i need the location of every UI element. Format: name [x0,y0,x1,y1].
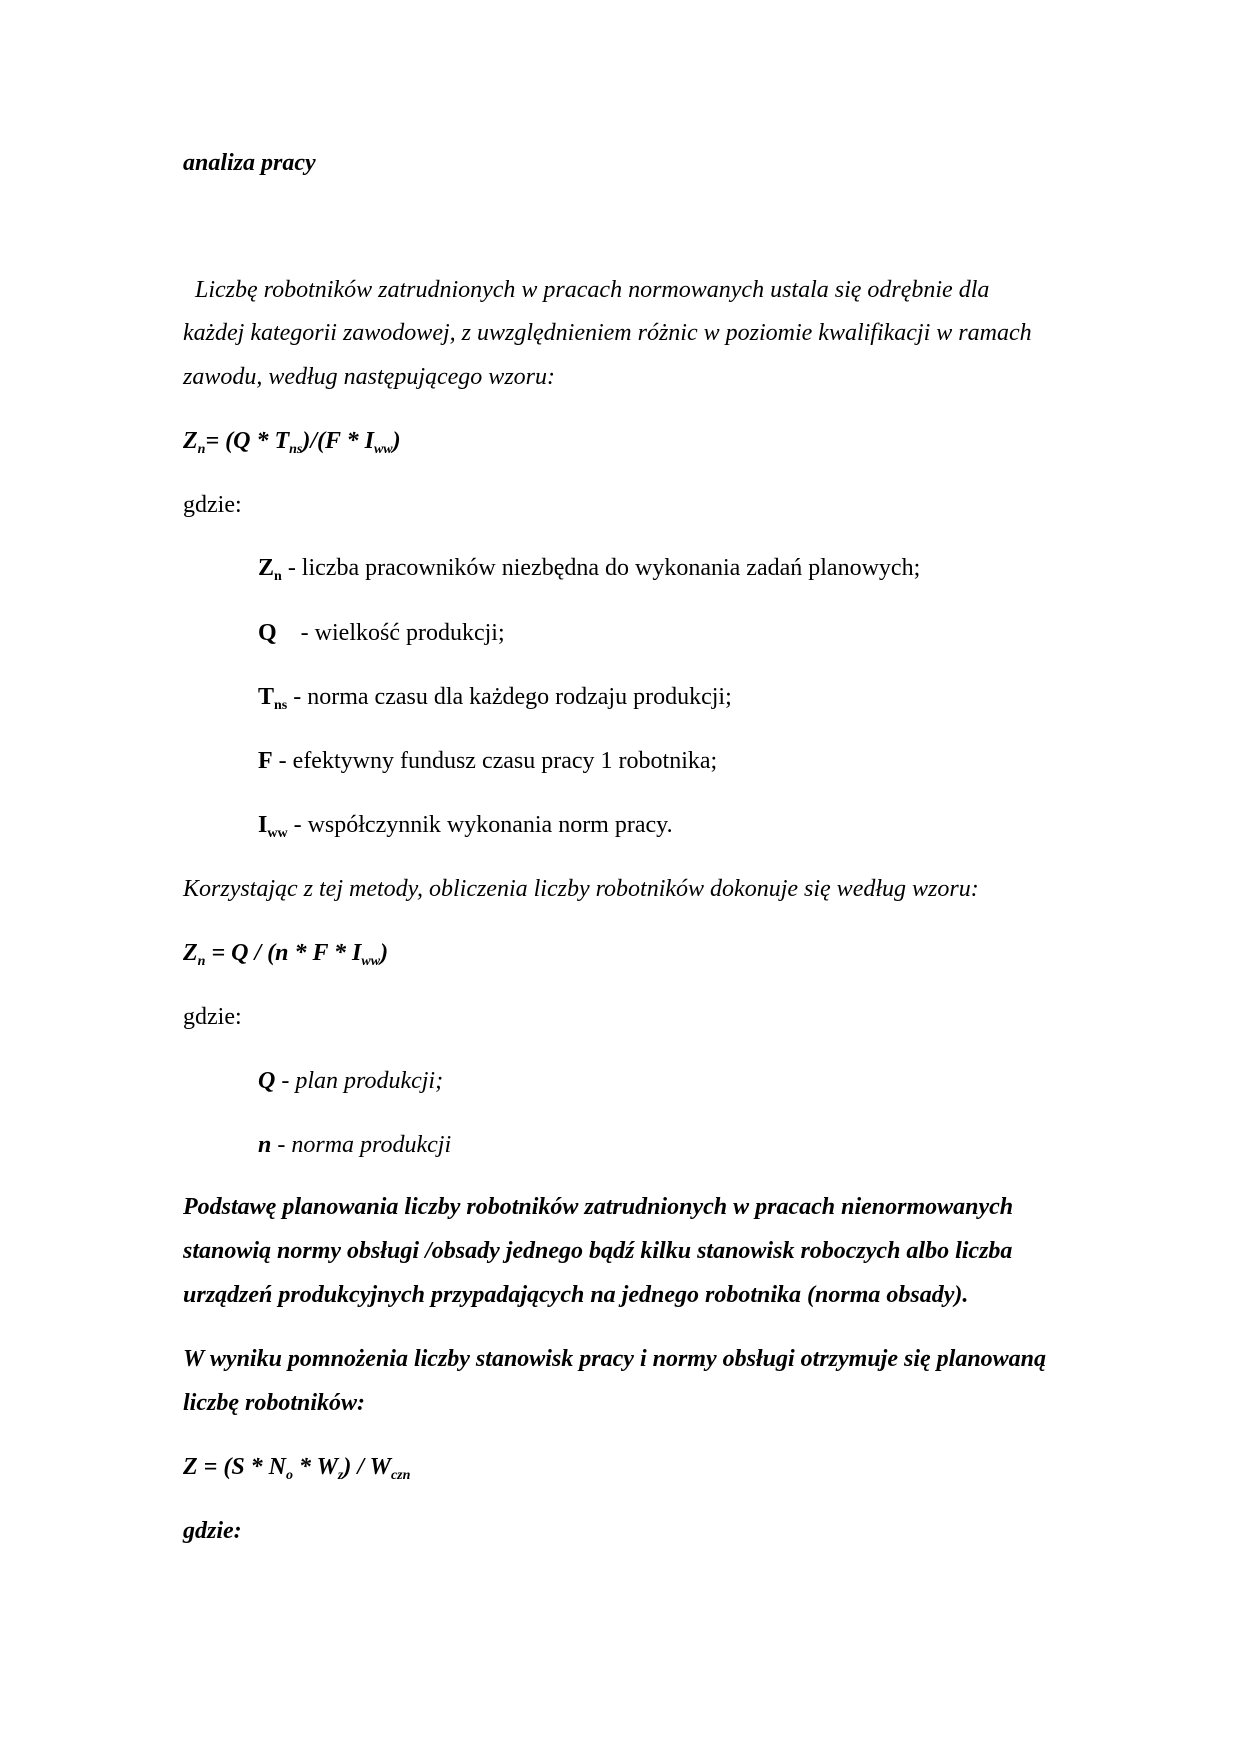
formula-2-end: ) [380,940,389,966]
formula-1-mid: = (Q * T [205,428,290,454]
para4-line-2: liczbę robotników: [183,1390,366,1416]
legend1-symbol: I [258,812,268,838]
formula-2-z-sub: n [197,954,206,969]
formula-2-i-sub: ww [361,954,381,969]
legend1-symbol-sub: n [274,569,282,584]
where-label-2: gdzie: [183,1004,242,1030]
intro-line-2: każdej kategorii zawodowej, z uwzględnieniem różnic w poziomie kwalifikacji w ramach [183,320,1032,346]
legend1-symbol: T [258,684,275,710]
formula-3-w-sub: z [337,1468,344,1483]
formula-3-n-sub: o [286,1468,294,1483]
legend1-symbol: Z [258,555,275,581]
legend1-desc: - norma czasu dla każdego rodzaju produkcji; [287,684,732,710]
legend1-item-zn [258,553,920,583]
legend2-desc: - norma produkcji [271,1132,452,1158]
method2-text: Korzystając z tej metody, obliczenia liczby robotników dokonuje się według wzoru: [183,876,979,902]
legend1-desc: - liczba pracowników niezbędna do wykonania zadań planowych; [281,555,921,581]
formula-2 [183,938,388,968]
legend1-desc: - wielkość produkcji; [276,620,505,646]
intro-line-3: zawodu, według następującego wzoru: [183,364,555,390]
legend2-desc: - plan produkcji; [275,1068,444,1094]
formula-1-i-sub: ww [373,442,393,457]
formula-2-mid: = Q / (n * F * I [205,940,362,966]
intro-line-1: Liczbę robotników zatrudnionych w pracach normowanych ustala się odrębnie dla [195,277,990,303]
formula-2-z: Z [183,940,198,966]
legend1-symbol-sub: ns [274,698,288,713]
para3-line-3: urządzeń produkcyjnych przypadających na jednego robotnika (norma obsady). [183,1282,969,1308]
legend2-symbol: n [258,1132,272,1158]
para3-line-1: Podstawę planowania liczby robotników zatrudnionych w pracach nienormowanych [183,1194,1014,1220]
legend1-desc: - współczynnik wykonania norm pracy. [287,812,673,838]
formula-1-z: Z [183,428,198,454]
where-label-3: gdzie: [183,1518,242,1544]
formula-1 [183,426,401,456]
legend1-symbol-sub: ww [267,826,288,841]
where-label-1: gdzie: [183,492,242,518]
legend2-item-n [258,1130,451,1160]
formula-1-mid2: )/(F * I [302,428,374,454]
formula-3-start: Z = (S * N [183,1454,287,1480]
legend1-desc: - efektywny fundusz czasu pracy 1 robotnika; [272,748,718,774]
formula-1-t-sub: ns [289,442,303,457]
formula-1-z-sub: n [197,442,206,457]
formula-3-mid: * W [293,1454,338,1480]
formula-1-end: ) [392,428,401,454]
formula-3-wc-sub: czn [390,1468,411,1483]
legend1-item-q [258,618,505,648]
legend2-symbol: Q [258,1068,276,1094]
legend1-symbol: F [258,748,273,774]
legend1-item-iww [258,810,673,840]
para4-line-1: W wyniku pomnożenia liczby stanowisk pracy i normy obsługi otrzymuje się planowaną [183,1346,1047,1372]
document-title: analiza pracy [183,150,316,176]
legend1-item-tns [258,682,732,712]
formula-3 [183,1452,410,1482]
legend2-item-q [258,1066,443,1096]
legend1-item-f [258,746,717,776]
legend1-symbol: Q [258,620,277,646]
formula-3-mid2: ) / W [343,1454,391,1480]
para3-line-2: stanowią normy obsługi /obsady jednego bądź kilku stanowisk roboczych albo liczba [183,1238,1013,1264]
